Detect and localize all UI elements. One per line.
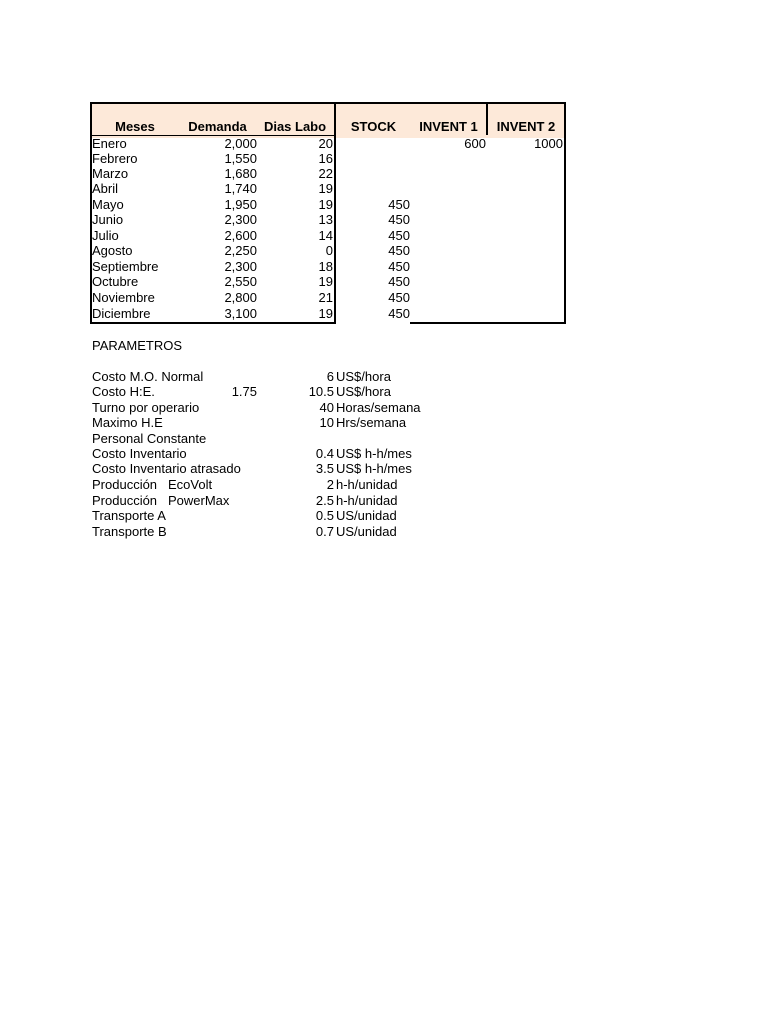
cell-mes: Septiembre xyxy=(92,259,159,274)
cell-mes: Octubre xyxy=(92,274,139,289)
border-left xyxy=(90,102,92,324)
cell-dias: 19 xyxy=(318,181,333,196)
cell-invent1 xyxy=(411,151,486,166)
cell-stock xyxy=(337,181,410,196)
param-label: Costo M.O. Normal xyxy=(92,369,204,384)
cell-demanda: 1,950 xyxy=(224,197,257,212)
param-label: Personal Constante xyxy=(92,431,207,446)
cell-stock xyxy=(337,166,410,181)
cell-mes: Marzo xyxy=(92,166,129,181)
border-right xyxy=(564,102,566,324)
cell-stock: 450 xyxy=(388,197,410,212)
cell-invent2 xyxy=(489,228,563,243)
header-dias: Dias Labo xyxy=(263,119,327,134)
param-unit: US/unidad xyxy=(336,524,397,539)
cell-dias: 19 xyxy=(318,306,333,321)
header-stock: STOCK xyxy=(350,119,397,134)
border-dias-right xyxy=(334,102,336,324)
param-value: 40 xyxy=(319,400,334,415)
border-bottom-right xyxy=(410,322,566,324)
cell-demanda: 2,550 xyxy=(224,274,257,289)
cell-dias: 20 xyxy=(318,136,333,151)
cell-invent2 xyxy=(489,290,563,305)
header-demanda: Demanda xyxy=(188,119,247,134)
cell-stock xyxy=(337,136,410,151)
param-value: 10 xyxy=(319,415,334,430)
parameters-title: PARAMETROS xyxy=(92,338,183,353)
cell-mes: Agosto xyxy=(92,243,133,258)
cell-stock xyxy=(337,151,410,166)
cell-demanda: 3,100 xyxy=(224,306,257,321)
cell-invent2 xyxy=(489,259,563,274)
cell-invent1: 600 xyxy=(464,136,486,151)
param-unit: Horas/semana xyxy=(336,400,421,415)
param-label: Transporte A xyxy=(92,508,166,523)
cell-mes: Noviembre xyxy=(92,290,155,305)
cell-demanda: 2,800 xyxy=(224,290,257,305)
cell-stock: 450 xyxy=(388,274,410,289)
cell-invent1 xyxy=(411,306,486,321)
cell-invent2 xyxy=(489,243,563,258)
cell-invent2 xyxy=(489,151,563,166)
cell-dias: 21 xyxy=(318,290,333,305)
cell-mes: Abril xyxy=(92,181,119,196)
cell-mes: Enero xyxy=(92,136,127,151)
cell-mes: Febrero xyxy=(92,151,138,166)
param-value: 0.7 xyxy=(315,524,334,539)
param-value: 0.4 xyxy=(315,446,334,461)
cell-demanda: 1,740 xyxy=(224,181,257,196)
cell-invent2 xyxy=(489,306,563,321)
header-meses: Meses xyxy=(115,119,155,134)
cell-demanda: 2,300 xyxy=(224,259,257,274)
cell-stock: 450 xyxy=(388,259,410,274)
param-factor: 1.75 xyxy=(231,384,257,399)
cell-mes: Julio xyxy=(92,228,119,243)
cell-invent1 xyxy=(411,212,486,227)
cell-mes: Junio xyxy=(92,212,124,227)
param-value: 2 xyxy=(326,477,334,492)
cell-dias: 18 xyxy=(318,259,333,274)
param-label: Producción xyxy=(92,477,158,492)
cell-invent2 xyxy=(489,197,563,212)
param-product: EcoVolt xyxy=(168,477,213,492)
cell-dias: 13 xyxy=(318,212,333,227)
cell-invent1 xyxy=(411,181,486,196)
cell-invent1 xyxy=(411,166,486,181)
cell-invent1 xyxy=(411,243,486,258)
cell-demanda: 2,300 xyxy=(224,212,257,227)
cell-stock: 450 xyxy=(388,290,410,305)
param-unit: h-h/unidad xyxy=(336,493,398,508)
param-label: Costo Inventario atrasado xyxy=(92,461,241,476)
cell-invent1 xyxy=(411,290,486,305)
param-value: 6 xyxy=(326,369,334,384)
param-unit: US/unidad xyxy=(336,508,397,523)
cell-demanda: 1,680 xyxy=(224,166,257,181)
param-unit: US$/hora xyxy=(336,384,391,399)
cell-dias: 0 xyxy=(325,243,333,258)
param-unit: US$/hora xyxy=(336,369,391,384)
param-value: 10.5 xyxy=(308,384,334,399)
header-invent1: INVENT 1 xyxy=(419,119,478,134)
cell-invent2 xyxy=(489,212,563,227)
cell-dias: 19 xyxy=(318,274,333,289)
cell-invent1 xyxy=(411,228,486,243)
cell-dias: 16 xyxy=(318,151,333,166)
border-header-bottom xyxy=(90,135,336,136)
param-label: Producción xyxy=(92,493,158,508)
param-label: Costo Inventario xyxy=(92,446,187,461)
param-unit: Hrs/semana xyxy=(336,415,407,430)
param-unit: US$ h-h/mes xyxy=(336,446,412,461)
param-value: 3.5 xyxy=(315,461,334,476)
param-value: 2.5 xyxy=(315,493,334,508)
cell-invent2 xyxy=(489,181,563,196)
cell-invent2 xyxy=(489,274,563,289)
param-label: Costo H:E. xyxy=(92,384,155,399)
param-value: 0.5 xyxy=(315,508,334,523)
cell-dias: 14 xyxy=(318,228,333,243)
cell-invent2 xyxy=(489,166,563,181)
border-bottom-left xyxy=(90,322,336,324)
param-product: PowerMax xyxy=(168,493,230,508)
cell-invent1 xyxy=(411,259,486,274)
border-invent1-right xyxy=(486,102,488,135)
cell-stock: 450 xyxy=(388,306,410,321)
cell-invent1 xyxy=(411,274,486,289)
cell-mes: Diciembre xyxy=(92,306,151,321)
cell-invent1 xyxy=(411,197,486,212)
cell-dias: 22 xyxy=(318,166,333,181)
header-invent2: INVENT 2 xyxy=(496,119,556,134)
param-unit: US$ h-h/mes xyxy=(336,461,412,476)
param-label: Transporte B xyxy=(92,524,167,539)
cell-dias: 19 xyxy=(318,197,333,212)
cell-demanda: 2,250 xyxy=(224,243,257,258)
param-label: Turno por operario xyxy=(92,400,200,415)
cell-mes: Mayo xyxy=(92,197,124,212)
param-unit: h-h/unidad xyxy=(336,477,398,492)
cell-demanda: 2,600 xyxy=(224,228,257,243)
cell-stock: 450 xyxy=(388,243,410,258)
cell-stock: 450 xyxy=(388,228,410,243)
cell-demanda: 1,550 xyxy=(224,151,257,166)
param-label: Maximo H.E xyxy=(92,415,163,430)
cell-stock: 450 xyxy=(388,212,410,227)
cell-demanda: 2,000 xyxy=(224,136,257,151)
cell-invent2: 1000 xyxy=(534,136,563,151)
border-top xyxy=(90,102,566,104)
